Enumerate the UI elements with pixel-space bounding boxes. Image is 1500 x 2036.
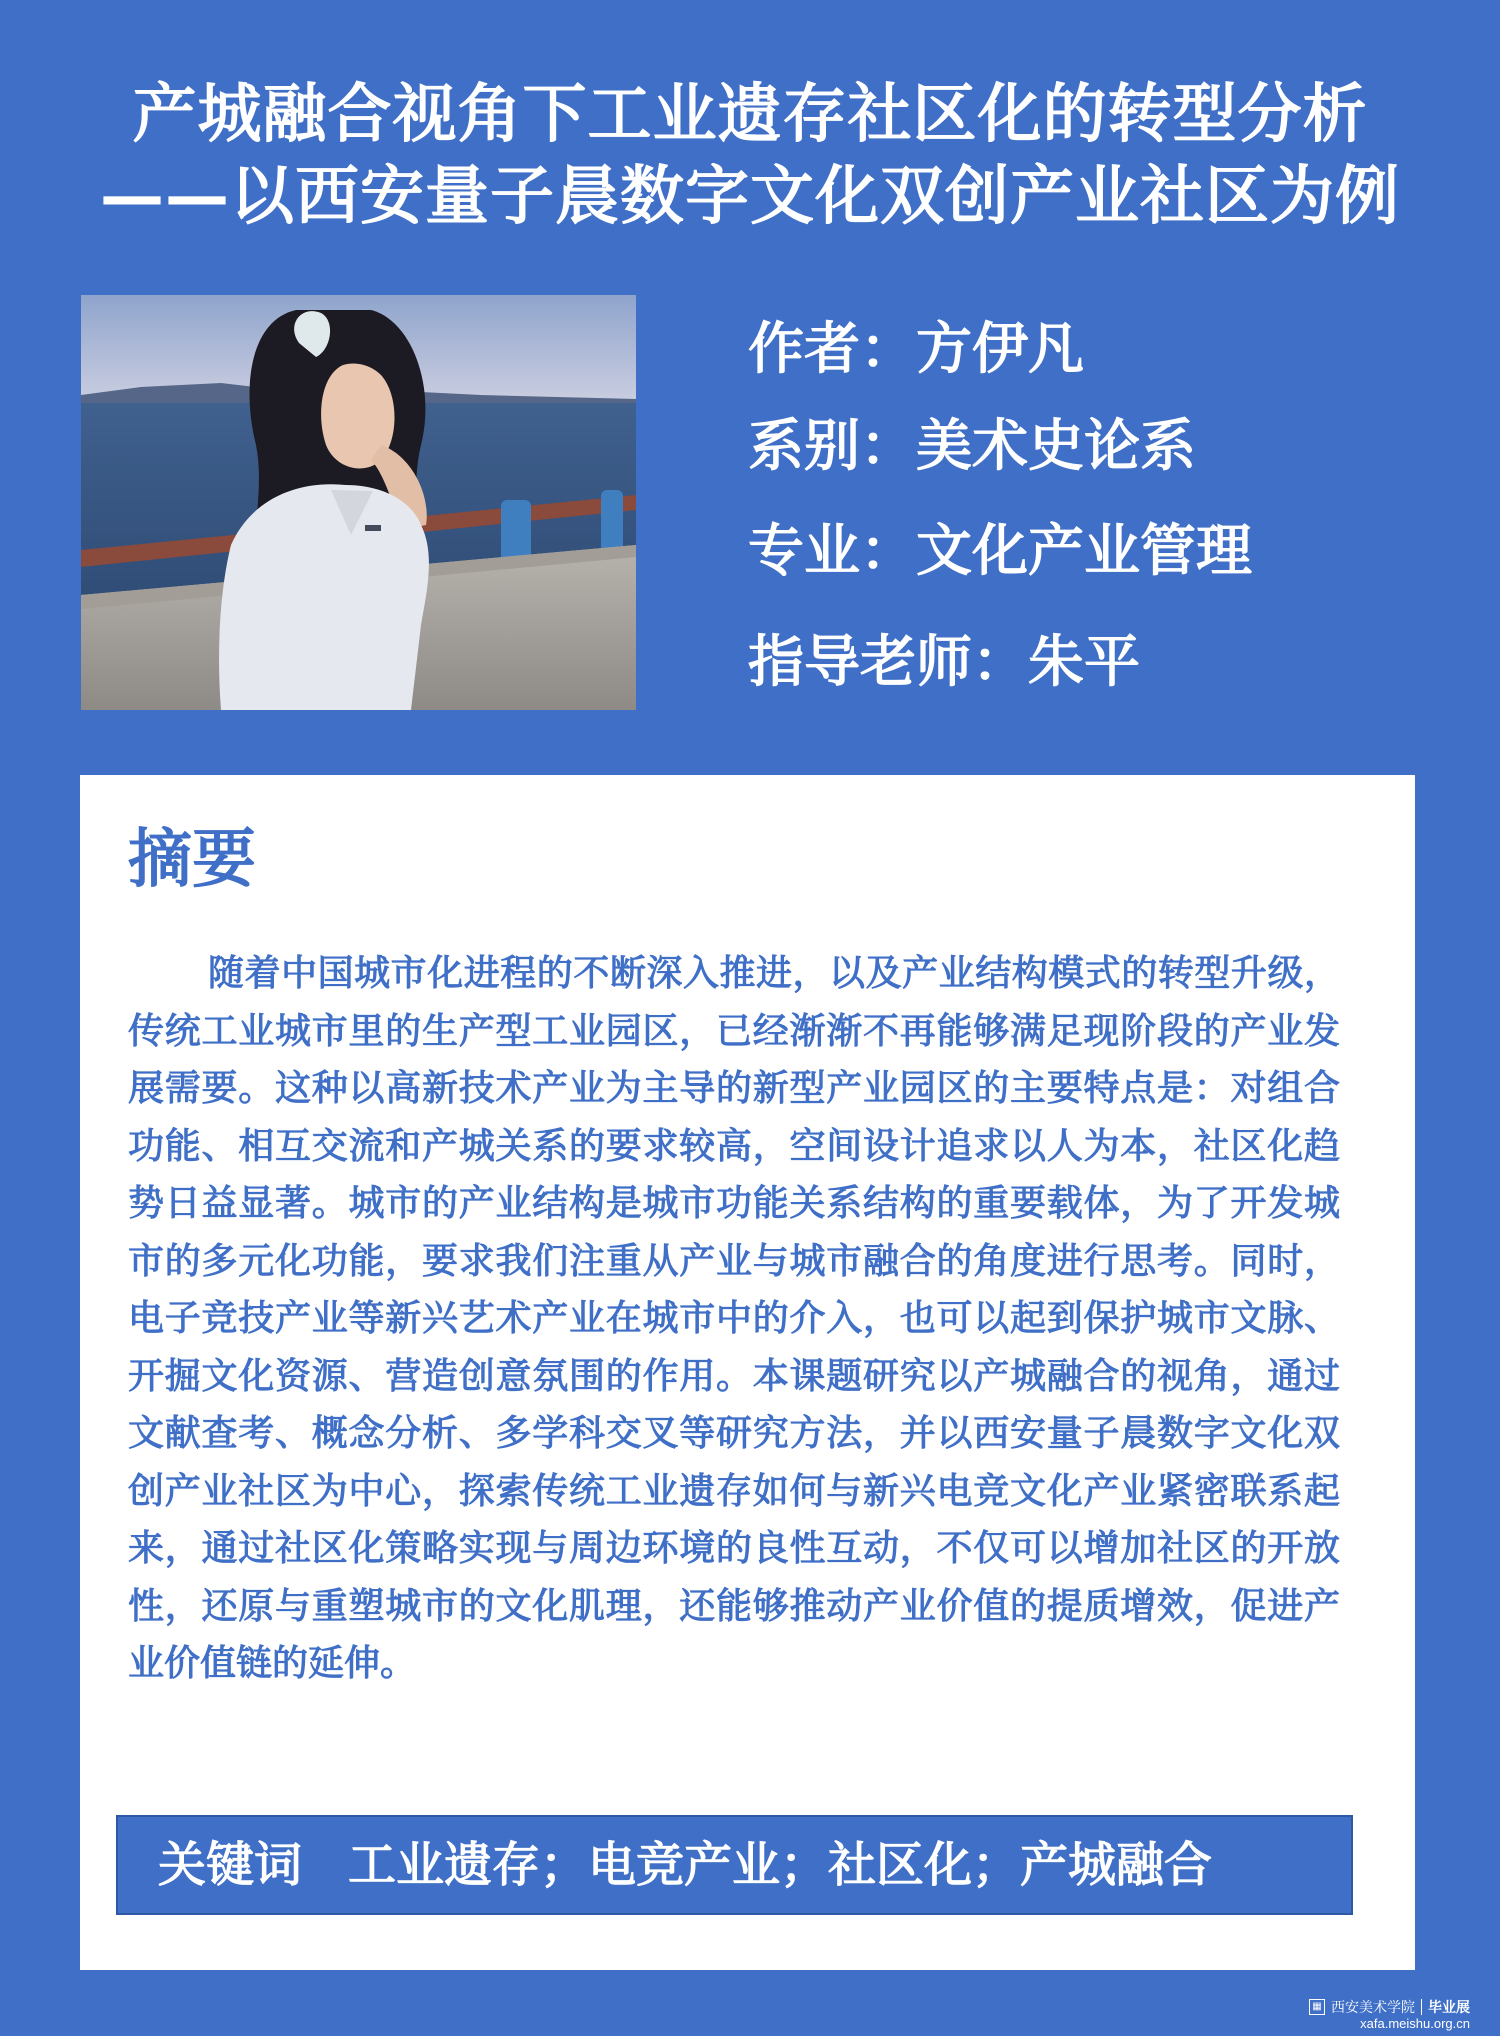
footer-divider bbox=[1421, 1999, 1422, 2015]
abstract-heading: 摘要 bbox=[128, 823, 256, 897]
poster-title-line1: 产城融合视角下工业遗存社区化的转型分析 bbox=[132, 78, 1368, 152]
keywords-bar bbox=[116, 1815, 1353, 1915]
abstract-body: 随着中国城市化进程的不断深入推进，以及产业结构模式的转型升级，传统工业城市里的生产型工业园区，已经渐渐不再能够满足现阶段的产业发展需要。这种以高新技术产业为主导的新型产业园区的主要特点是：对组合功能、相互交流和产城关系的要求较高，空间设计追求以人为本，社区化趋势日益显著。城市的产业结构是城市功能关系结构的重要载体，为了开发城市的多元化功能，要求我们注重从产业与城市融合的角度进行思考。同时，电子竞技产业等新兴艺术产业在城市中的介入，也可以起到保护城市文脉、开掘文化资源、营造创意氛围的作用。本课题研究以产城融合的视角，通过文献查考、概念分析、多学科交叉等研究方法，并以西安量子晨数字文化双创产业社区为中心，探索传统工业遗存如何与新兴电竞文化产业紧密联系起来，通过社区化策略实现与周边环境的良性互动，不仅可以增加社区的开放性，还原与重塑城市的文化肌理，还能够推动产业价值的提质增效，促进产业价值链的延伸。 bbox=[128, 953, 1340, 1684]
footer-url[interactable]: xafa.meishu.org.cn bbox=[1360, 2016, 1470, 2031]
author-photo-illustration bbox=[81, 295, 636, 710]
keywords-list: 工业遗存；电竞产业；社区化；产城融合 bbox=[348, 1837, 1213, 1893]
abstract-panel bbox=[80, 775, 1415, 1970]
keywords-label: 关键词 bbox=[158, 1837, 303, 1893]
major-line: 专业：文化产业管理 bbox=[748, 519, 1252, 584]
footer-exhibition: 毕业展 bbox=[1428, 1999, 1470, 2015]
author-photo bbox=[81, 295, 636, 710]
academy-seal-icon: ▦ bbox=[1309, 1999, 1325, 2015]
footer-branding bbox=[1309, 1998, 1470, 2032]
department-line: 系别：美术史论系 bbox=[748, 414, 1196, 479]
advisor-line: 指导老师：朱平 bbox=[748, 630, 1140, 695]
poster-title-line2: ——以西安量子晨数字文化双创产业社区为例 bbox=[100, 160, 1400, 234]
footer-logo-text: 西安美术学院 bbox=[1331, 1999, 1415, 2015]
author-line: 作者：方伊凡 bbox=[748, 317, 1084, 382]
